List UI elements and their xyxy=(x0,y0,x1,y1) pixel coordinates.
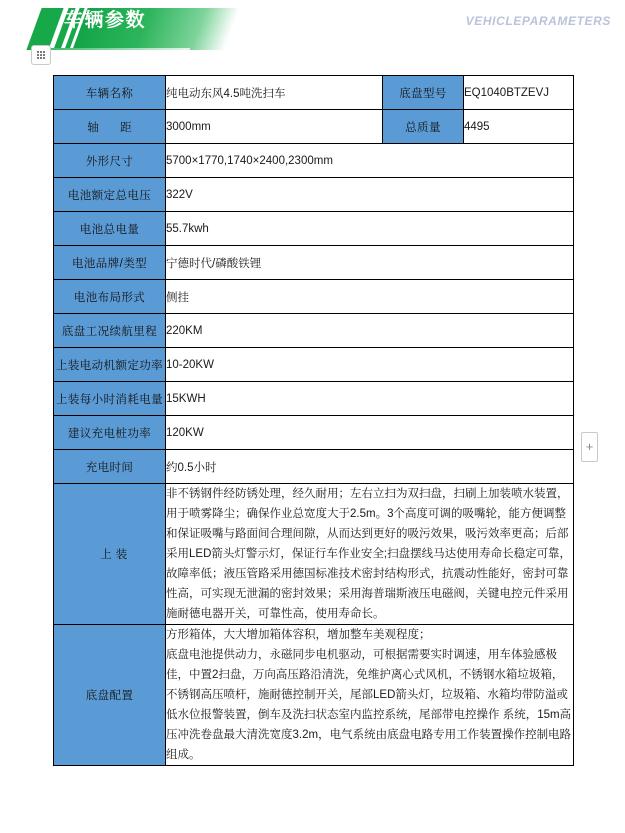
page-title: 车辆参数 xyxy=(64,10,147,31)
row-label: 电池总电量 xyxy=(54,212,166,246)
row-value: 55.7kwh xyxy=(166,212,574,246)
row-value: 15KWH xyxy=(166,382,574,416)
table-row xyxy=(54,314,574,348)
row-label: 上装电动机额定功率 xyxy=(54,348,166,382)
table-row-chassis xyxy=(54,625,574,766)
page-header xyxy=(0,0,625,72)
row-label: 电池品牌/类型 xyxy=(54,246,166,280)
row-label: 底盘工况续航里程 xyxy=(54,314,166,348)
row-value: 322V xyxy=(166,178,574,212)
row-label: 车辆名称 xyxy=(54,76,166,110)
paragraph: 非不锈钢件经防锈处理，经久耐用；左右立扫为双扫盘，扫刷上加装喷水装置，用于喷雾降尘；确保作业总宽度大于2.5m。3个高度可调的吸嘴轮，能方便调整和保证吸嘴与路面间合理间隙，从而达到更好的吸污效果，吸污效率更高；后部采用LED箭头灯警示灯，保证行车作业安全;扫盘摆线马达使用寿命长稳定可靠，故障率低；液压管路采用德国标准技术密封结构形式，抗震动性能好，密封可靠性高，可实现无泄漏的密封效果；采用海普瑞斯液压电磁阀，关键电控元件采用施耐德电器开关，可靠性高，使用寿命长。 xyxy=(166,488,572,620)
row-value: 3000mm xyxy=(166,110,383,144)
block-label-superstructure: 上 装 xyxy=(54,484,166,625)
grid-dots-glyph xyxy=(37,51,46,60)
table-row xyxy=(54,76,574,110)
row-label: 电池布局形式 xyxy=(54,280,166,314)
table-row xyxy=(54,110,574,144)
table-row xyxy=(54,178,574,212)
table-row xyxy=(54,212,574,246)
paragraph: 底盘电池提供动力，永磁同步电机驱动，可根据需要实时调速，用车体验感极佳，中置2扫盘，万向高压路沿清洗，免维护离心式风机，不锈钢水箱垃圾箱，不锈钢高压喷杆，施耐德控制开关，尾部LED箭头灯，垃圾箱、水箱均带防溢或低水位报警装置，倒车及洗扫状态室内监控系统，尾部带电控操作 系统，15m高压冲洗卷盘最大清洗宽度3.2m，电气系统由底盘电路专用工作装置操作控制电路组成。 xyxy=(166,649,572,761)
paragraph: 方形箱体，大大增加箱体容积，增加整车美观程度； xyxy=(166,629,431,641)
block-text-superstructure xyxy=(166,484,574,625)
table-row xyxy=(54,450,574,484)
grid-dots-icon[interactable] xyxy=(31,45,51,65)
spec-table-body xyxy=(54,76,574,766)
row-label-secondary: 底盘型号 xyxy=(383,76,464,110)
row-value-secondary: 4495 xyxy=(464,110,574,144)
row-value: 宁德时代/磷酸铁锂 xyxy=(166,246,574,280)
table-row xyxy=(54,246,574,280)
add-row-button[interactable]: + xyxy=(581,432,598,462)
banner-underline xyxy=(44,48,191,50)
row-label: 上装每小时消耗电量 xyxy=(54,382,166,416)
row-label: 建议充电桩功率 xyxy=(54,416,166,450)
row-value: 220KM xyxy=(166,314,574,348)
vehicle-spec-table xyxy=(53,75,574,766)
row-value: 侧挂 xyxy=(166,280,574,314)
table-row-superstructure xyxy=(54,484,574,625)
row-value: 5700×1770,1740×2400,2300mm xyxy=(166,144,574,178)
row-value: 120KW xyxy=(166,416,574,450)
block-text-chassis xyxy=(166,625,574,766)
table-row xyxy=(54,382,574,416)
row-value: 约0.5小时 xyxy=(166,450,574,484)
row-label: 外形尺寸 xyxy=(54,144,166,178)
row-value: 10-20KW xyxy=(166,348,574,382)
table-row xyxy=(54,348,574,382)
row-label-secondary: 总质量 xyxy=(383,110,464,144)
page-subtitle-en: VEHICLEPARAMETERS xyxy=(465,14,611,28)
table-row xyxy=(54,416,574,450)
table-row xyxy=(54,280,574,314)
row-label: 电池额定总电压 xyxy=(54,178,166,212)
row-value-secondary: EQ1040BTZEVJ xyxy=(464,76,574,110)
block-label-chassis: 底盘配置 xyxy=(54,625,166,766)
table-row xyxy=(54,144,574,178)
row-label: 充电时间 xyxy=(54,450,166,484)
row-value: 纯电动东风4.5吨洗扫车 xyxy=(166,76,383,110)
row-label: 轴 距 xyxy=(54,110,166,144)
